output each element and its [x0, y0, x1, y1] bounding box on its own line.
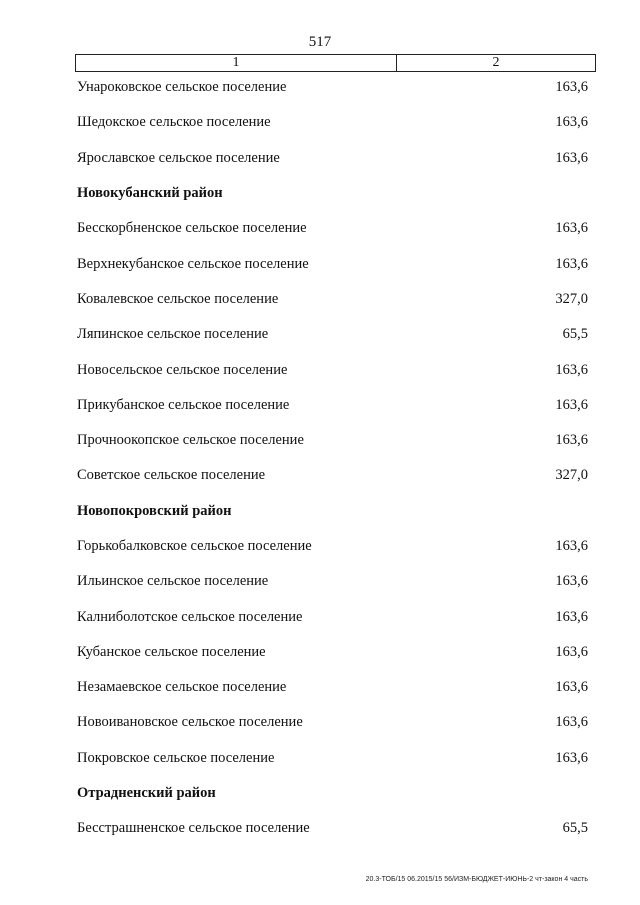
- amount-value: 163,6: [555, 220, 588, 237]
- table-row: [75, 70, 590, 105]
- settlement-name: Ляпинское сельское поселение: [77, 326, 269, 343]
- table-row: [75, 811, 590, 846]
- amount-value: 163,6: [555, 643, 588, 660]
- amount-value: 163,6: [555, 255, 588, 272]
- table-row: [75, 529, 590, 564]
- table-row: [75, 423, 590, 458]
- column-1-header: 1: [76, 55, 397, 71]
- settlement-name: Бесскорбненское сельское поселение: [77, 220, 307, 237]
- district-name: Новопокровский район: [77, 502, 232, 519]
- amount-value: 163,6: [555, 79, 588, 96]
- table-row: [75, 388, 590, 423]
- settlement-name: Унароковское сельское поселение: [77, 79, 287, 96]
- table-row: [75, 564, 590, 599]
- amount-value: 163,6: [555, 714, 588, 731]
- table-row: [75, 741, 590, 776]
- table-row: [75, 317, 590, 352]
- table-row: [75, 141, 590, 176]
- settlement-name: Прочноокопское сельское поселение: [77, 432, 304, 449]
- settlement-name: Ковалевское сельское поселение: [77, 290, 279, 307]
- settlement-name: Ильинское сельское поселение: [77, 573, 269, 590]
- table-row: [75, 105, 590, 140]
- settlement-name: Калниболотское сельское поселение: [77, 608, 303, 625]
- district-heading-row: [75, 776, 590, 811]
- table-row: [75, 211, 590, 246]
- amount-value: 327,0: [555, 290, 588, 307]
- district-heading-row: [75, 176, 590, 211]
- amount-value: 163,6: [555, 608, 588, 625]
- page-number: 517: [308, 34, 332, 50]
- settlement-name: Горькобалковское сельское поселение: [77, 538, 312, 554]
- settlement-name: Прикубанское сельское поселение: [77, 396, 290, 413]
- table-row: [75, 458, 590, 493]
- column-2-header: 2: [492, 55, 500, 70]
- settlement-name: Незамаевское сельское поселение: [77, 679, 287, 696]
- district-name: Отрадненский район: [77, 785, 216, 802]
- settlement-name: Советское сельское поселение: [77, 467, 266, 484]
- amount-value: 163,6: [555, 573, 588, 590]
- amount-value: 163,6: [555, 538, 588, 554]
- settlement-name: Верхнекубанское сельское поселение: [77, 255, 309, 272]
- amount-value: 163,6: [555, 396, 588, 413]
- settlement-name: Кубанское сельское поселение: [77, 643, 266, 660]
- amount-value: 163,6: [555, 432, 588, 449]
- settlement-table: [75, 70, 590, 847]
- amount-value: 163,6: [555, 114, 588, 131]
- amount-value: 163,6: [555, 149, 588, 166]
- table-row: [75, 670, 590, 705]
- amount-value: 163,6: [555, 679, 588, 696]
- table-row: [75, 352, 590, 387]
- table-row: [75, 246, 590, 281]
- settlement-name: Новосельское сельское поселение: [77, 361, 288, 378]
- footer-file-reference: 20.3-ТОБ/15 06.2015/15 56/ИЗМ-БЮДЖЕТ-ИЮНЬ-2 чт-закон 4 часть: [365, 876, 588, 883]
- table-row: [75, 635, 590, 670]
- table-row: [75, 705, 590, 740]
- amount-value: 163,6: [555, 361, 588, 378]
- amount-value: 327,0: [555, 467, 588, 484]
- settlement-name: Бесстрашненское сельское поселение: [77, 820, 310, 837]
- amount-value: 65,5: [562, 820, 588, 837]
- district-heading-row: [75, 494, 590, 529]
- settlement-name: Шедокское сельское поселение: [77, 114, 271, 131]
- table-row: [75, 599, 590, 634]
- settlement-name: Ярославское сельское поселение: [77, 149, 280, 166]
- district-name: Новокубанский район: [77, 185, 223, 202]
- amount-value: 65,5: [562, 326, 588, 343]
- amount-value: 163,6: [555, 749, 588, 766]
- table-row: [75, 282, 590, 317]
- settlement-name: Покровское сельское поселение: [77, 749, 275, 766]
- settlement-name: Новоивановское сельское поселение: [77, 714, 303, 731]
